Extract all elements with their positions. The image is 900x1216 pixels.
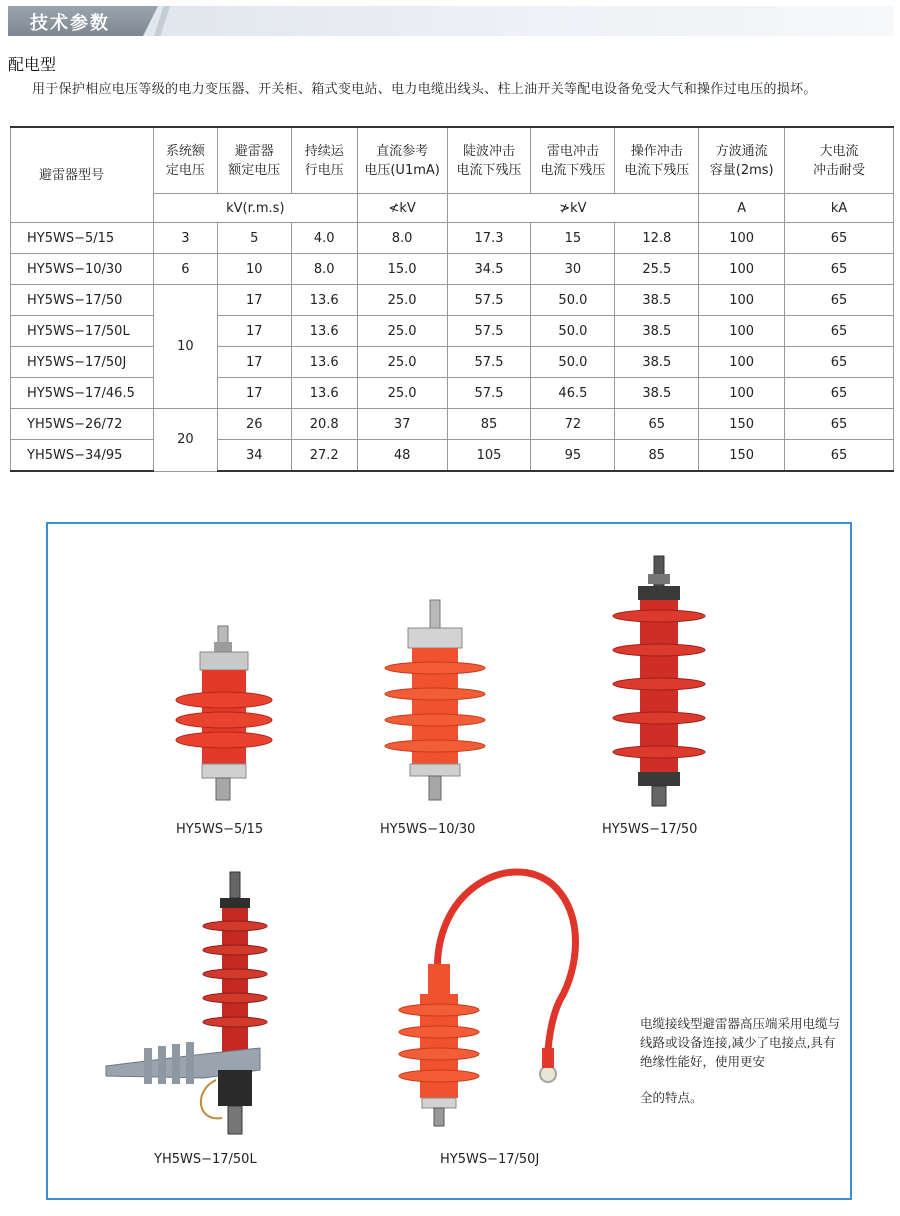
product-label-5: HY5WS−17/50J: [440, 1152, 540, 1167]
product-label-1: HY5WS−5/15: [176, 822, 264, 837]
cell-steep-impulse: 85: [447, 409, 531, 440]
cell-rated-voltage: 17: [217, 347, 291, 378]
section-title: 配电型: [8, 55, 57, 74]
table-row: [11, 285, 894, 316]
cell-continuous-voltage: 20.8: [291, 409, 357, 440]
cell-square-wave: 100: [699, 316, 785, 347]
cell-high-current: 65: [785, 254, 894, 285]
cell-steep-impulse: 57.5: [447, 347, 531, 378]
cell-model: HY5WS−17/46.5: [11, 378, 154, 409]
unit-amp: A: [699, 194, 785, 223]
cell-model: YH5WS−26/72: [11, 409, 154, 440]
header-rated-voltage: 避雷器 额定电压: [217, 127, 291, 194]
cell-continuous-voltage: 13.6: [291, 347, 357, 378]
header-continuous-voltage: 持续运 行电压: [291, 127, 357, 194]
cell-square-wave: 100: [699, 223, 785, 254]
cell-high-current: 65: [785, 440, 894, 472]
cable-arrester-note: [640, 1014, 840, 1107]
cell-high-current: 65: [785, 409, 894, 440]
cell-dc-reference: 25.0: [357, 316, 447, 347]
cell-rated-voltage: 34: [217, 440, 291, 472]
cell-rated-voltage: 5: [217, 223, 291, 254]
cell-steep-impulse: 105: [447, 440, 531, 472]
header-system-voltage: 系统额 定电压: [153, 127, 217, 194]
product-label-4: YH5WS−17/50L: [154, 1152, 257, 1167]
cell-dc-reference: 25.0: [357, 347, 447, 378]
arrester-yh5ws-17-50l-image: [104, 870, 274, 1140]
arrester-hy5ws-17-50j-image: [390, 860, 610, 1130]
cell-steep-impulse: 57.5: [447, 285, 531, 316]
cell-rated-voltage: 17: [217, 285, 291, 316]
cell-rated-voltage: 17: [217, 316, 291, 347]
cell-system-voltage: 3: [153, 223, 217, 254]
table-row: [11, 347, 894, 378]
cell-switching-impulse: 38.5: [615, 347, 699, 378]
table-row: [11, 223, 894, 254]
cell-high-current: 65: [785, 378, 894, 409]
spec-table: [10, 126, 894, 472]
table-row: [11, 440, 894, 472]
header-switching-impulse: 操作冲击 电流下残压: [615, 127, 699, 194]
cell-continuous-voltage: 27.2: [291, 440, 357, 472]
table-header-row: [11, 127, 894, 194]
cell-steep-impulse: 57.5: [447, 316, 531, 347]
cell-steep-impulse: 17.3: [447, 223, 531, 254]
product-label-2: HY5WS−10/30: [380, 822, 476, 837]
cell-lightning-impulse: 50.0: [531, 285, 615, 316]
note-line-1: 电缆接线型避雷器高压端采用电缆与线路或设备连接,减少了电接点,具有绝缘性能好，使用更安: [640, 1016, 841, 1069]
header-steep-impulse: 陡波冲击 电流下残压: [447, 127, 531, 194]
cell-steep-impulse: 34.5: [447, 254, 531, 285]
cell-system-voltage: 6: [153, 254, 217, 285]
cell-dc-reference: 8.0: [357, 223, 447, 254]
table-row: [11, 378, 894, 409]
cell-high-current: 65: [785, 285, 894, 316]
cell-dc-reference: 48: [357, 440, 447, 472]
cell-continuous-voltage: 8.0: [291, 254, 357, 285]
cell-dc-reference: 25.0: [357, 285, 447, 316]
cell-high-current: 65: [785, 316, 894, 347]
header-dc-reference: 直流参考 电压(U1mA): [357, 127, 447, 194]
cell-lightning-impulse: 72: [531, 409, 615, 440]
cell-continuous-voltage: 13.6: [291, 316, 357, 347]
cell-lightning-impulse: 30: [531, 254, 615, 285]
table-row: [11, 316, 894, 347]
cell-square-wave: 100: [699, 285, 785, 316]
cell-lightning-impulse: 50.0: [531, 316, 615, 347]
cell-switching-impulse: 38.5: [615, 378, 699, 409]
cell-high-current: 65: [785, 223, 894, 254]
cell-dc-reference: 15.0: [357, 254, 447, 285]
cell-lightning-impulse: 46.5: [531, 378, 615, 409]
header-model: 避雷器型号: [11, 127, 154, 223]
cell-square-wave: 100: [699, 254, 785, 285]
cell-system-voltage: 20: [153, 409, 217, 472]
cell-continuous-voltage: 4.0: [291, 223, 357, 254]
unit-not-more-kv: ≯kV: [447, 194, 699, 223]
cell-rated-voltage: 10: [217, 254, 291, 285]
arrester-hy5ws-5-15-image: [170, 620, 280, 810]
unit-not-less-kv: ≮kV: [357, 194, 447, 223]
cell-switching-impulse: 12.8: [615, 223, 699, 254]
header-square-wave: 方波通流 容量(2ms): [699, 127, 785, 194]
cell-model: HY5WS−10/30: [11, 254, 154, 285]
product-label-3: HY5WS−17/50: [602, 822, 698, 837]
cell-switching-impulse: 38.5: [615, 285, 699, 316]
arrester-hy5ws-17-50-image: [610, 554, 710, 808]
cell-high-current: 65: [785, 347, 894, 378]
cell-model: YH5WS−34/95: [11, 440, 154, 472]
cell-model: HY5WS−17/50: [11, 285, 154, 316]
section-description: 用于保护相应电压等级的电力变压器、开关柜、箱式变电站、电力电缆出线头、柱上油开关等配电设备免受大气和操作过电压的损坏。: [32, 82, 817, 97]
banner-title: 技术参数: [30, 13, 110, 34]
cell-dc-reference: 37: [357, 409, 447, 440]
cell-dc-reference: 25.0: [357, 378, 447, 409]
cell-continuous-voltage: 13.6: [291, 285, 357, 316]
table-row: [11, 254, 894, 285]
cell-steep-impulse: 57.5: [447, 378, 531, 409]
cell-continuous-voltage: 13.6: [291, 378, 357, 409]
cell-model: HY5WS−17/50J: [11, 347, 154, 378]
cell-switching-impulse: 65: [615, 409, 699, 440]
unit-kv-rms: kV(r.m.s): [153, 194, 357, 223]
cell-lightning-impulse: 95: [531, 440, 615, 472]
cell-switching-impulse: 25.5: [615, 254, 699, 285]
cell-square-wave: 150: [699, 409, 785, 440]
cell-model: HY5WS−17/50L: [11, 316, 154, 347]
note-line-2: 全的特点。: [640, 1090, 703, 1105]
cell-square-wave: 150: [699, 440, 785, 472]
header-high-current: 大电流 冲击耐受: [785, 127, 894, 194]
cell-lightning-impulse: 15: [531, 223, 615, 254]
cell-switching-impulse: 38.5: [615, 316, 699, 347]
unit-kiloamp: kA: [785, 194, 894, 223]
cell-switching-impulse: 85: [615, 440, 699, 472]
cell-system-voltage: 10: [153, 285, 217, 409]
section-header-banner: [8, 6, 894, 36]
cell-rated-voltage: 26: [217, 409, 291, 440]
cell-square-wave: 100: [699, 378, 785, 409]
table-row: [11, 409, 894, 440]
cell-lightning-impulse: 50.0: [531, 347, 615, 378]
arrester-hy5ws-10-30-image: [380, 596, 490, 806]
cell-rated-voltage: 17: [217, 378, 291, 409]
cell-square-wave: 100: [699, 347, 785, 378]
header-lightning-impulse: 雷电冲击 电流下残压: [531, 127, 615, 194]
cell-model: HY5WS−5/15: [11, 223, 154, 254]
